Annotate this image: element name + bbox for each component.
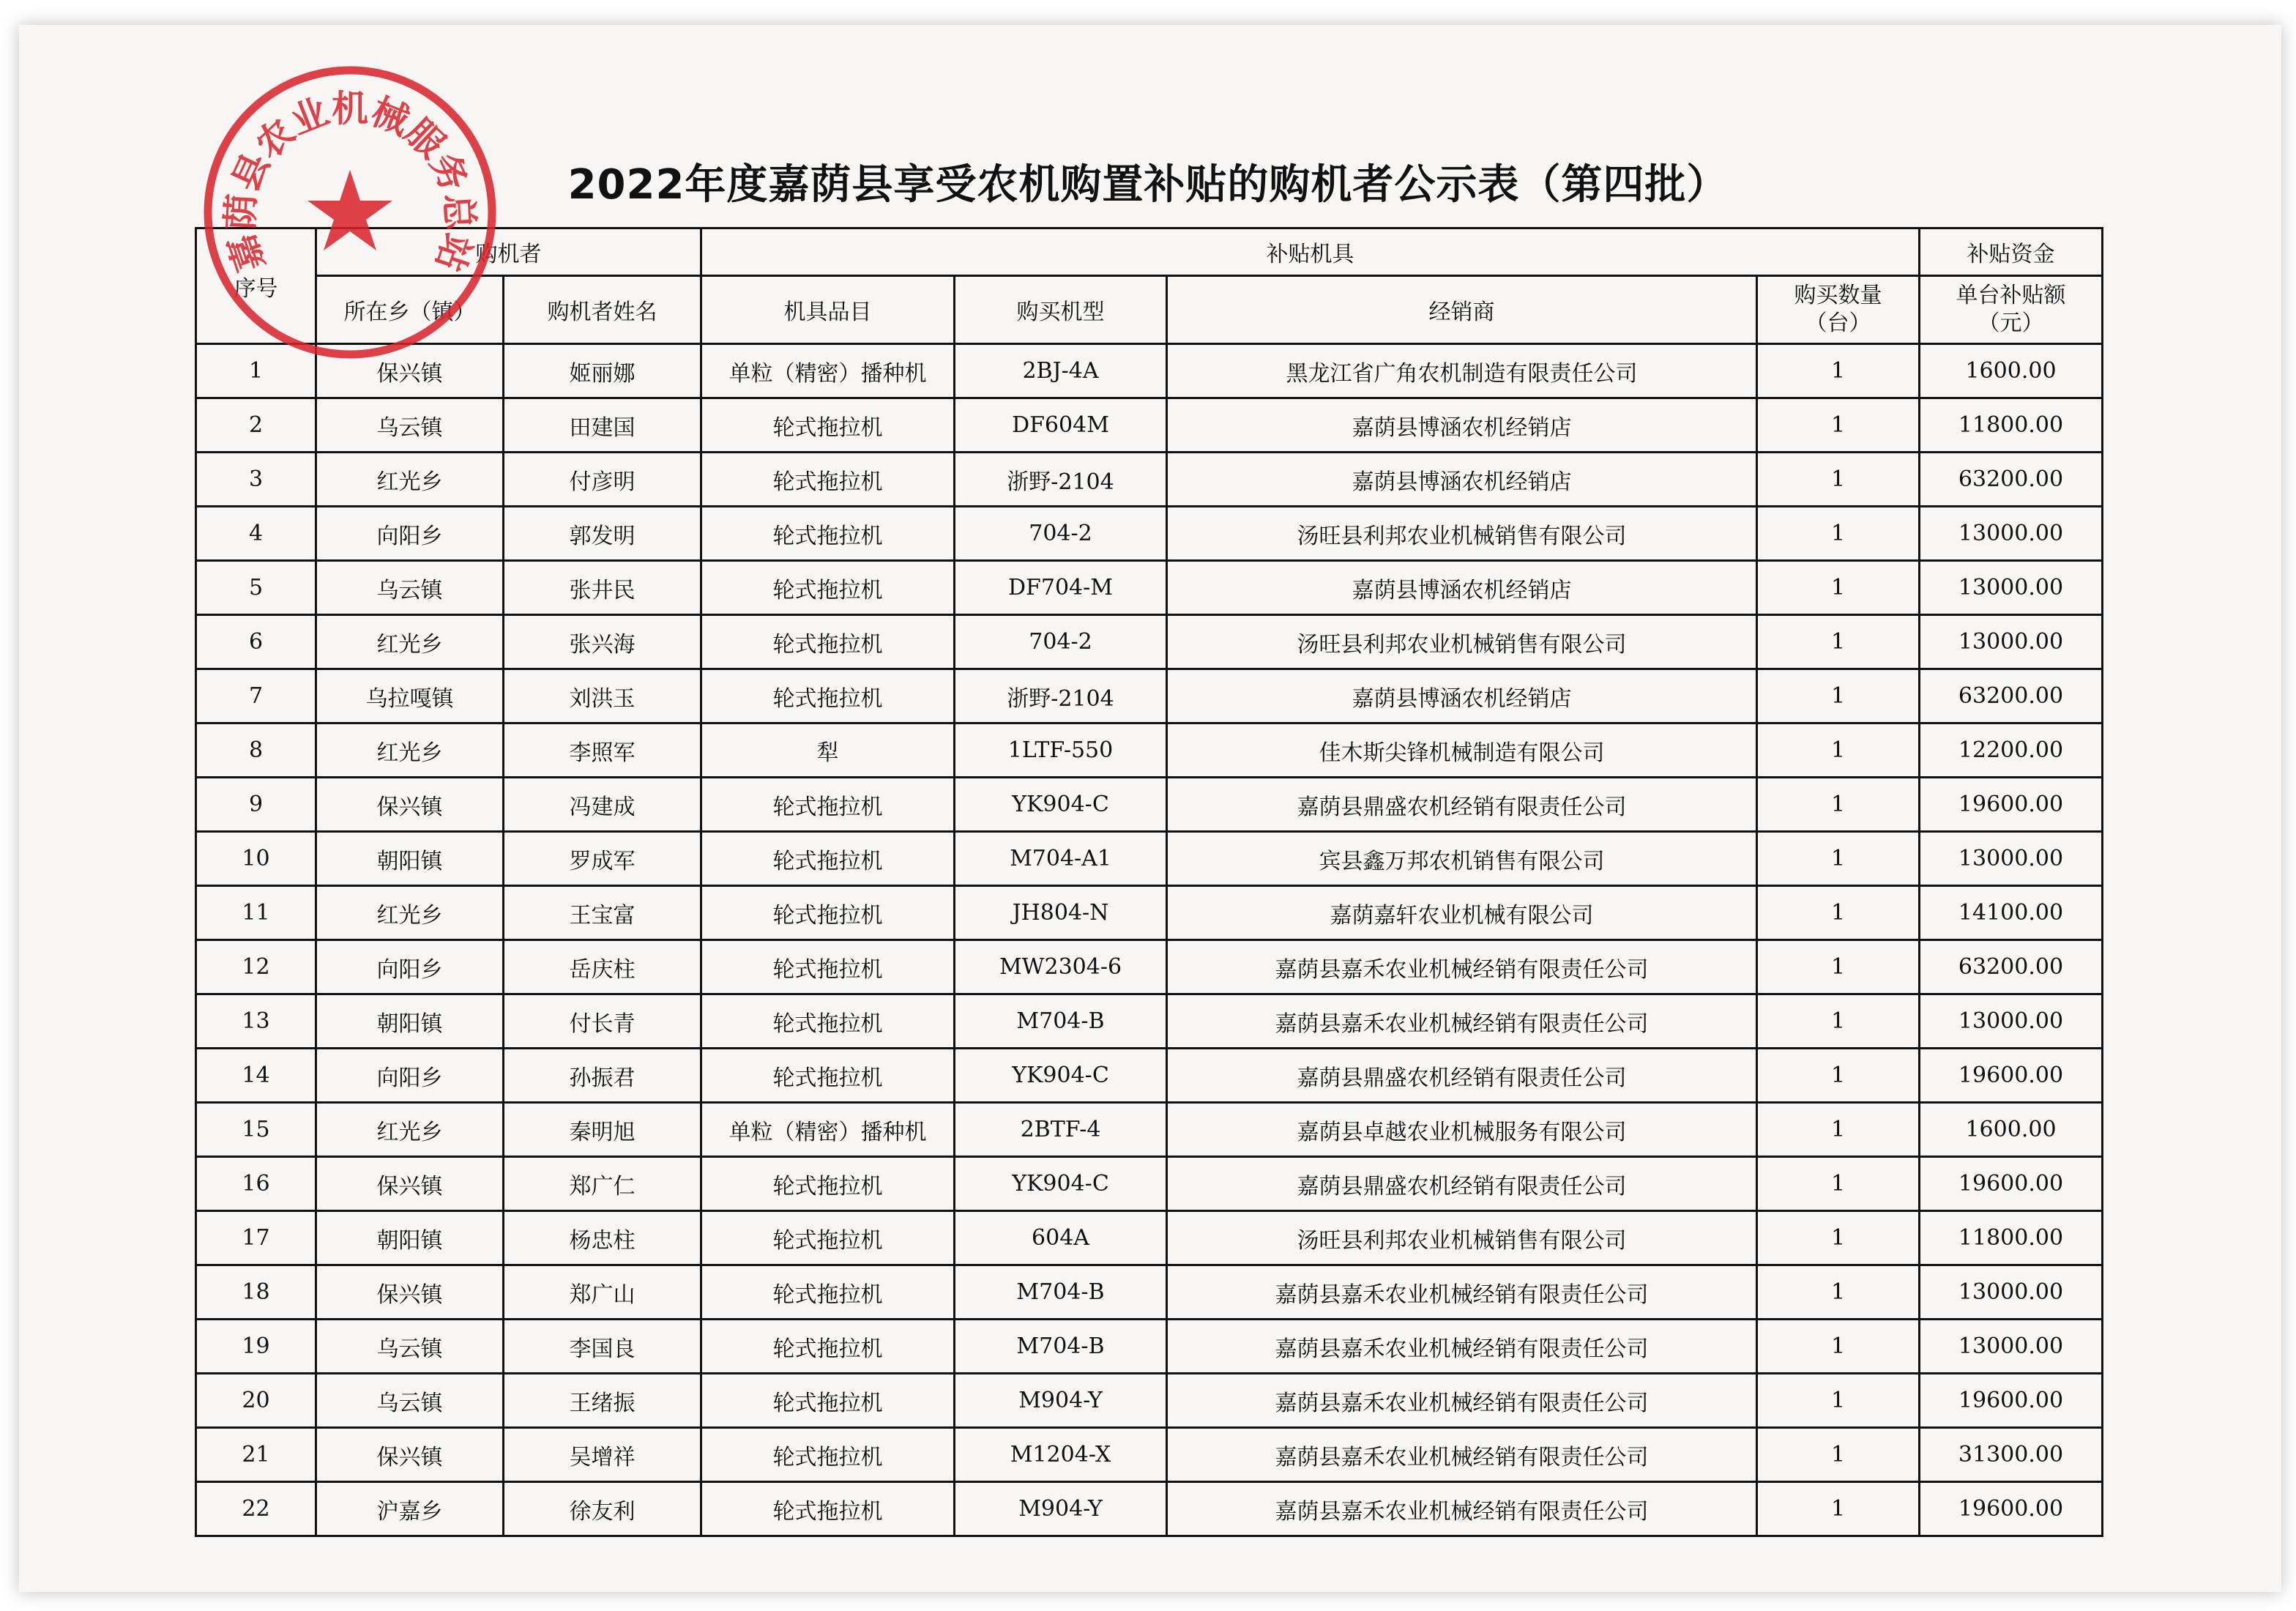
cell-dealer: 嘉荫县博涵农机经销店 xyxy=(1167,669,1757,723)
cell-seq: 11 xyxy=(196,886,316,940)
cell-model: M904-Y xyxy=(955,1482,1167,1536)
cell-category: 轮式拖拉机 xyxy=(701,1265,955,1320)
cell-category: 单粒（精密）播种机 xyxy=(701,344,955,398)
cell-seq: 8 xyxy=(196,723,316,778)
cell-seq: 9 xyxy=(196,778,316,832)
table-row xyxy=(196,1482,2103,1536)
cell-township: 朝阳镇 xyxy=(316,832,504,886)
cell-model: 1LTF-550 xyxy=(955,723,1167,778)
cell-buyer-name: 王宝富 xyxy=(504,886,701,940)
cell-quantity: 1 xyxy=(1757,886,1920,940)
table-row xyxy=(196,1374,2103,1428)
header-amount xyxy=(1920,276,2103,344)
cell-amount: 1600.00 xyxy=(1920,344,2103,398)
cell-buyer-name: 郭发明 xyxy=(504,507,701,561)
table-row xyxy=(196,615,2103,669)
table-row xyxy=(196,940,2103,994)
cell-quantity: 1 xyxy=(1757,832,1920,886)
cell-seq: 18 xyxy=(196,1265,316,1320)
cell-township: 红光乡 xyxy=(316,615,504,669)
cell-buyer-name: 付长青 xyxy=(504,994,701,1049)
header-township: 所在乡（镇） xyxy=(316,276,504,344)
cell-amount: 19600.00 xyxy=(1920,1157,2103,1211)
cell-dealer: 嘉荫县嘉禾农业机械经销有限责任公司 xyxy=(1167,994,1757,1049)
cell-township: 保兴镇 xyxy=(316,344,504,398)
header-quantity-line2: （台） xyxy=(1805,310,1871,336)
cell-seq: 16 xyxy=(196,1157,316,1211)
table-row xyxy=(196,832,2103,886)
cell-model: 704-2 xyxy=(955,615,1167,669)
cell-dealer: 嘉荫县博涵农机经销店 xyxy=(1167,561,1757,615)
cell-township: 向阳乡 xyxy=(316,940,504,994)
cell-dealer: 汤旺县利邦农业机械销售有限公司 xyxy=(1167,615,1757,669)
header-category: 机具品目 xyxy=(701,276,955,344)
table-row xyxy=(196,778,2103,832)
cell-quantity: 1 xyxy=(1757,940,1920,994)
cell-buyer-name: 吴增祥 xyxy=(504,1428,701,1482)
table-row xyxy=(196,1049,2103,1103)
cell-quantity: 1 xyxy=(1757,669,1920,723)
cell-township: 保兴镇 xyxy=(316,1265,504,1320)
table-row xyxy=(196,886,2103,940)
cell-seq: 15 xyxy=(196,1103,316,1157)
cell-category: 轮式拖拉机 xyxy=(701,1482,955,1536)
cell-dealer: 嘉荫县嘉禾农业机械经销有限责任公司 xyxy=(1167,1265,1757,1320)
cell-quantity: 1 xyxy=(1757,1482,1920,1536)
cell-buyer-name: 李照军 xyxy=(504,723,701,778)
cell-buyer-name: 郑广仁 xyxy=(504,1157,701,1211)
header-seq: 序号 xyxy=(196,228,316,344)
cell-amount: 13000.00 xyxy=(1920,994,2103,1049)
cell-dealer: 嘉荫嘉轩农业机械有限公司 xyxy=(1167,886,1757,940)
cell-buyer-name: 郑广山 xyxy=(504,1265,701,1320)
cell-category: 单粒（精密）播种机 xyxy=(701,1103,955,1157)
cell-township: 保兴镇 xyxy=(316,1428,504,1482)
cell-model: 2BJ-4A xyxy=(955,344,1167,398)
cell-seq: 12 xyxy=(196,940,316,994)
cell-seq: 1 xyxy=(196,344,316,398)
table-row xyxy=(196,1265,2103,1320)
cell-dealer: 汤旺县利邦农业机械销售有限公司 xyxy=(1167,1211,1757,1265)
cell-dealer: 嘉荫县博涵农机经销店 xyxy=(1167,453,1757,507)
cell-quantity: 1 xyxy=(1757,1157,1920,1211)
cell-amount: 63200.00 xyxy=(1920,453,2103,507)
header-model: 购买机型 xyxy=(955,276,1167,344)
table-body xyxy=(196,344,2103,1536)
cell-amount: 13000.00 xyxy=(1920,832,2103,886)
cell-quantity: 1 xyxy=(1757,1049,1920,1103)
table-row xyxy=(196,507,2103,561)
cell-model: M704-B xyxy=(955,1265,1167,1320)
cell-buyer-name: 田建国 xyxy=(504,398,701,453)
cell-quantity: 1 xyxy=(1757,1320,1920,1374)
cell-quantity: 1 xyxy=(1757,1103,1920,1157)
cell-category: 轮式拖拉机 xyxy=(701,1320,955,1374)
document-title: 2022年度嘉荫县享受农机购置补贴的购机者公示表（第四批） xyxy=(567,161,1729,209)
table-row xyxy=(196,994,2103,1049)
cell-category: 犁 xyxy=(701,723,955,778)
header-amount-line1: 单台补贴额 xyxy=(1956,283,2066,308)
cell-dealer: 佳木斯尖锋机械制造有限公司 xyxy=(1167,723,1757,778)
header-dealer: 经销商 xyxy=(1167,276,1757,344)
cell-seq: 10 xyxy=(196,832,316,886)
cell-category: 轮式拖拉机 xyxy=(701,669,955,723)
cell-dealer: 黑龙江省广角农机制造有限责任公司 xyxy=(1167,344,1757,398)
cell-township: 向阳乡 xyxy=(316,507,504,561)
cell-township: 朝阳镇 xyxy=(316,994,504,1049)
cell-seq: 22 xyxy=(196,1482,316,1536)
cell-amount: 13000.00 xyxy=(1920,615,2103,669)
cell-buyer-name: 罗成军 xyxy=(504,832,701,886)
cell-township: 红光乡 xyxy=(316,453,504,507)
cell-model: M904-Y xyxy=(955,1374,1167,1428)
cell-model: 浙野-2104 xyxy=(955,669,1167,723)
cell-seq: 4 xyxy=(196,507,316,561)
header-buyer-group: 购机者 xyxy=(316,228,701,276)
cell-dealer: 宾县鑫万邦农机销售有限公司 xyxy=(1167,832,1757,886)
cell-seq: 6 xyxy=(196,615,316,669)
cell-seq: 13 xyxy=(196,994,316,1049)
cell-township: 保兴镇 xyxy=(316,1157,504,1211)
cell-township: 乌拉嘎镇 xyxy=(316,669,504,723)
cell-seq: 2 xyxy=(196,398,316,453)
subsidy-table xyxy=(195,227,2103,1537)
cell-seq: 21 xyxy=(196,1428,316,1482)
cell-model: M704-A1 xyxy=(955,832,1167,886)
cell-quantity: 1 xyxy=(1757,1211,1920,1265)
cell-model: 704-2 xyxy=(955,507,1167,561)
cell-amount: 13000.00 xyxy=(1920,561,2103,615)
cell-seq: 17 xyxy=(196,1211,316,1265)
cell-category: 轮式拖拉机 xyxy=(701,1374,955,1428)
cell-township: 朝阳镇 xyxy=(316,1211,504,1265)
cell-amount: 19600.00 xyxy=(1920,1374,2103,1428)
cell-amount: 19600.00 xyxy=(1920,778,2103,832)
cell-amount: 11800.00 xyxy=(1920,1211,2103,1265)
cell-category: 轮式拖拉机 xyxy=(701,778,955,832)
cell-amount: 11800.00 xyxy=(1920,398,2103,453)
cell-buyer-name: 张兴海 xyxy=(504,615,701,669)
cell-quantity: 1 xyxy=(1757,453,1920,507)
cell-amount: 12200.00 xyxy=(1920,723,2103,778)
cell-category: 轮式拖拉机 xyxy=(701,940,955,994)
cell-category: 轮式拖拉机 xyxy=(701,615,955,669)
cell-township: 红光乡 xyxy=(316,886,504,940)
cell-quantity: 1 xyxy=(1757,1374,1920,1428)
cell-quantity: 1 xyxy=(1757,398,1920,453)
cell-buyer-name: 姬丽娜 xyxy=(504,344,701,398)
cell-amount: 63200.00 xyxy=(1920,940,2103,994)
table-row xyxy=(196,669,2103,723)
table-row xyxy=(196,1211,2103,1265)
cell-buyer-name: 杨忠柱 xyxy=(504,1211,701,1265)
cell-buyer-name: 秦明旭 xyxy=(504,1103,701,1157)
cell-category: 轮式拖拉机 xyxy=(701,453,955,507)
cell-township: 乌云镇 xyxy=(316,398,504,453)
cell-quantity: 1 xyxy=(1757,344,1920,398)
cell-amount: 1600.00 xyxy=(1920,1103,2103,1157)
cell-amount: 31300.00 xyxy=(1920,1428,2103,1482)
cell-buyer-name: 岳庆柱 xyxy=(504,940,701,994)
cell-model: 2BTF-4 xyxy=(955,1103,1167,1157)
cell-category: 轮式拖拉机 xyxy=(701,398,955,453)
cell-category: 轮式拖拉机 xyxy=(701,1428,955,1482)
cell-township: 乌云镇 xyxy=(316,1320,504,1374)
table-row xyxy=(196,561,2103,615)
cell-township: 红光乡 xyxy=(316,723,504,778)
cell-model: MW2304-6 xyxy=(955,940,1167,994)
cell-dealer: 嘉荫县嘉禾农业机械经销有限责任公司 xyxy=(1167,1374,1757,1428)
cell-quantity: 1 xyxy=(1757,615,1920,669)
cell-amount: 19600.00 xyxy=(1920,1482,2103,1536)
cell-category: 轮式拖拉机 xyxy=(701,832,955,886)
cell-seq: 5 xyxy=(196,561,316,615)
cell-dealer: 汤旺县利邦农业机械销售有限公司 xyxy=(1167,507,1757,561)
cell-category: 轮式拖拉机 xyxy=(701,1157,955,1211)
cell-buyer-name: 王绪振 xyxy=(504,1374,701,1428)
cell-category: 轮式拖拉机 xyxy=(701,561,955,615)
cell-model: M1204-X xyxy=(955,1428,1167,1482)
cell-dealer: 嘉荫县卓越农业机械服务有限公司 xyxy=(1167,1103,1757,1157)
cell-dealer: 嘉荫县嘉禾农业机械经销有限责任公司 xyxy=(1167,1428,1757,1482)
cell-seq: 14 xyxy=(196,1049,316,1103)
table-row xyxy=(196,1103,2103,1157)
cell-model: JH804-N xyxy=(955,886,1167,940)
cell-seq: 7 xyxy=(196,669,316,723)
cell-buyer-name: 付彦明 xyxy=(504,453,701,507)
table-row xyxy=(196,723,2103,778)
cell-township: 乌云镇 xyxy=(316,1374,504,1428)
cell-dealer: 嘉荫县博涵农机经销店 xyxy=(1167,398,1757,453)
cell-township: 向阳乡 xyxy=(316,1049,504,1103)
cell-model: M704-B xyxy=(955,994,1167,1049)
cell-amount: 14100.00 xyxy=(1920,886,2103,940)
cell-seq: 20 xyxy=(196,1374,316,1428)
cell-quantity: 1 xyxy=(1757,507,1920,561)
cell-buyer-name: 张井民 xyxy=(504,561,701,615)
table-row xyxy=(196,344,2103,398)
header-fund-group: 补贴资金 xyxy=(1920,228,2103,276)
cell-dealer: 嘉荫县鼎盛农机经销有限责任公司 xyxy=(1167,1049,1757,1103)
cell-dealer: 嘉荫县鼎盛农机经销有限责任公司 xyxy=(1167,1157,1757,1211)
table-row xyxy=(196,398,2103,453)
cell-amount: 13000.00 xyxy=(1920,1320,2103,1374)
header-amount-line2: （元） xyxy=(1978,310,2044,336)
cell-dealer: 嘉荫县嘉禾农业机械经销有限责任公司 xyxy=(1167,940,1757,994)
cell-buyer-name: 刘洪玉 xyxy=(504,669,701,723)
cell-model: DF704-M xyxy=(955,561,1167,615)
table-row xyxy=(196,1320,2103,1374)
cell-township: 红光乡 xyxy=(316,1103,504,1157)
cell-model: 浙野-2104 xyxy=(955,453,1167,507)
table-row xyxy=(196,1428,2103,1482)
cell-model: M704-B xyxy=(955,1320,1167,1374)
header-machine-group: 补贴机具 xyxy=(701,228,1920,276)
cell-seq: 3 xyxy=(196,453,316,507)
cell-amount: 19600.00 xyxy=(1920,1049,2103,1103)
cell-dealer: 嘉荫县嘉禾农业机械经销有限责任公司 xyxy=(1167,1482,1757,1536)
cell-category: 轮式拖拉机 xyxy=(701,886,955,940)
cell-buyer-name: 徐友利 xyxy=(504,1482,701,1536)
cell-amount: 63200.00 xyxy=(1920,669,2103,723)
cell-category: 轮式拖拉机 xyxy=(701,1049,955,1103)
cell-township: 保兴镇 xyxy=(316,778,504,832)
cell-model: DF604M xyxy=(955,398,1167,453)
cell-amount: 13000.00 xyxy=(1920,1265,2103,1320)
cell-category: 轮式拖拉机 xyxy=(701,507,955,561)
cell-quantity: 1 xyxy=(1757,778,1920,832)
cell-buyer-name: 李国良 xyxy=(504,1320,701,1374)
table-row xyxy=(196,1157,2103,1211)
header-quantity xyxy=(1757,276,1920,344)
cell-model: YK904-C xyxy=(955,1157,1167,1211)
header-quantity-line1: 购买数量 xyxy=(1794,283,1882,308)
cell-model: YK904-C xyxy=(955,778,1167,832)
cell-dealer: 嘉荫县嘉禾农业机械经销有限责任公司 xyxy=(1167,1320,1757,1374)
cell-quantity: 1 xyxy=(1757,1428,1920,1482)
seal-text: 嘉荫县农业机械服务总站 xyxy=(218,87,482,278)
header-buyer-name: 购机者姓名 xyxy=(504,276,701,344)
cell-quantity: 1 xyxy=(1757,723,1920,778)
table-row xyxy=(196,453,2103,507)
cell-seq: 19 xyxy=(196,1320,316,1374)
cell-quantity: 1 xyxy=(1757,1265,1920,1320)
cell-category: 轮式拖拉机 xyxy=(701,1211,955,1265)
cell-amount: 13000.00 xyxy=(1920,507,2103,561)
cell-buyer-name: 冯建成 xyxy=(504,778,701,832)
cell-quantity: 1 xyxy=(1757,561,1920,615)
cell-quantity: 1 xyxy=(1757,994,1920,1049)
cell-township: 沪嘉乡 xyxy=(316,1482,504,1536)
cell-model: YK904-C xyxy=(955,1049,1167,1103)
cell-buyer-name: 孙振君 xyxy=(504,1049,701,1103)
cell-category: 轮式拖拉机 xyxy=(701,994,955,1049)
cell-model: 604A xyxy=(955,1211,1167,1265)
cell-township: 乌云镇 xyxy=(316,561,504,615)
cell-dealer: 嘉荫县鼎盛农机经销有限责任公司 xyxy=(1167,778,1757,832)
